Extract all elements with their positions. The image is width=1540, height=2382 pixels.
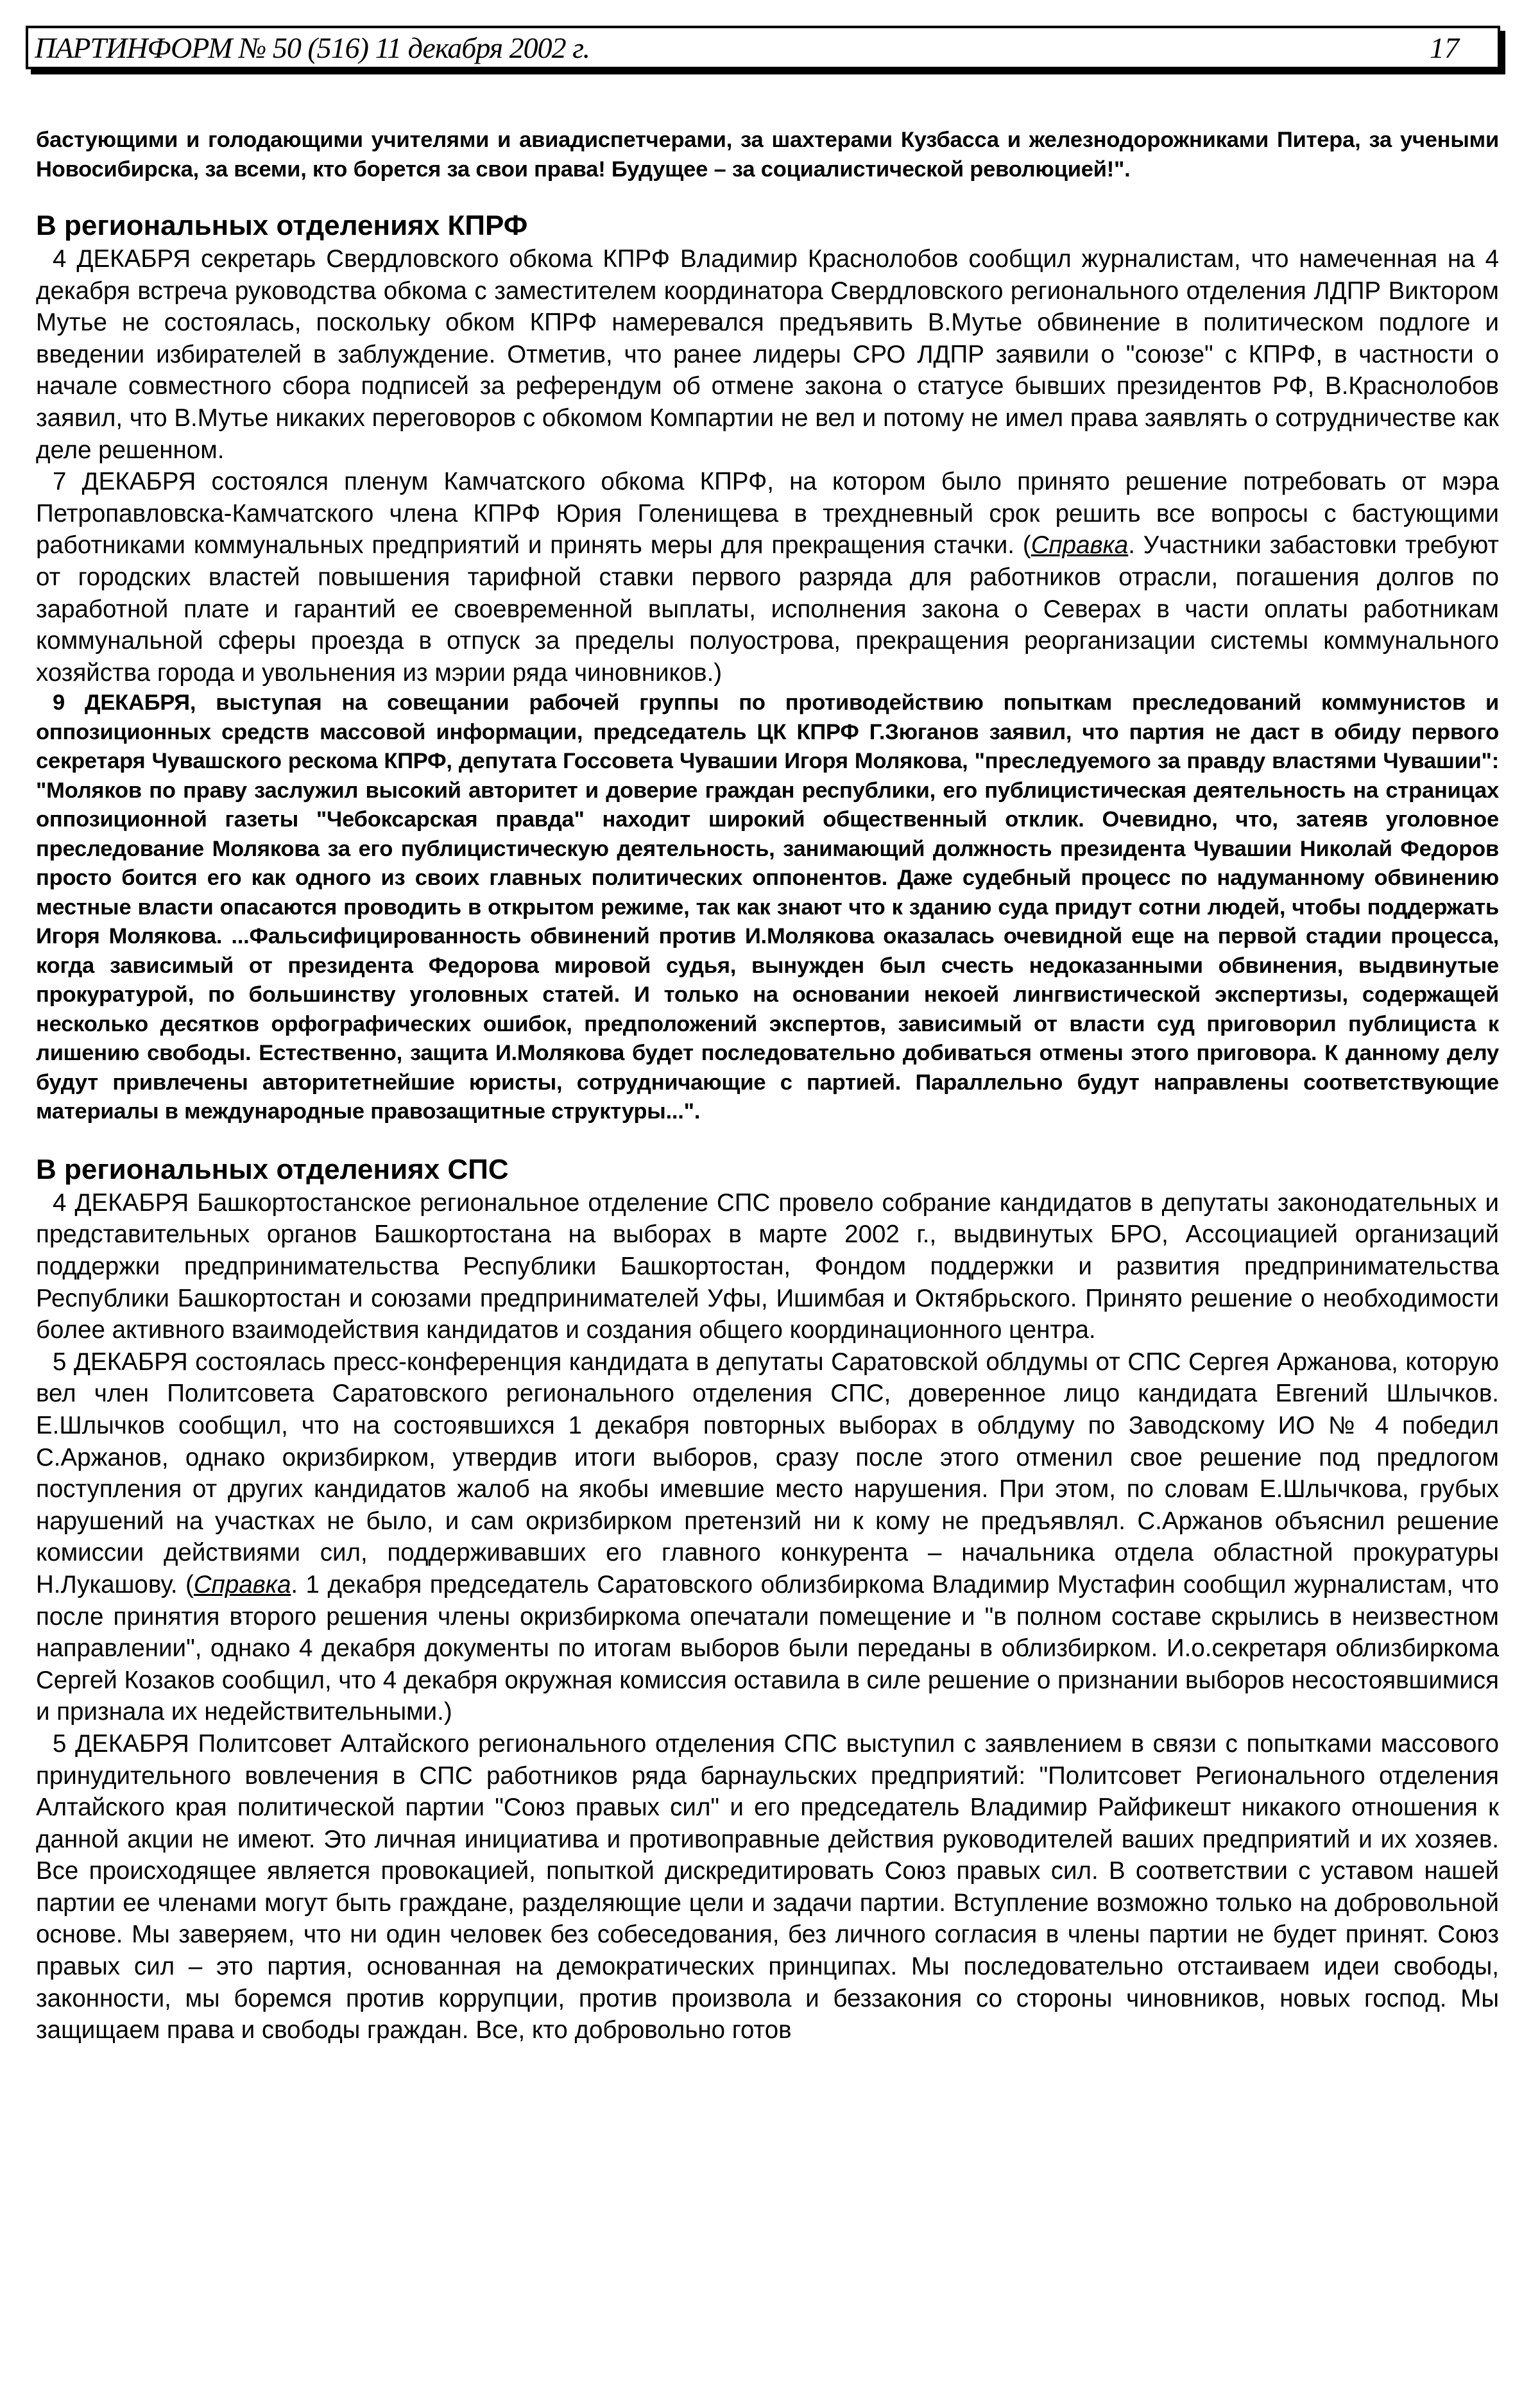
paragraph: 4 ДЕКАБРЯ Башкортостанское региональное отделение СПС провело собрание кандидатов в депутаты законодательных и представительных органов Башкортостана на выборах в марте 2002 г., выдвинутых БРО, Ассоциацией организаций поддержки предпринимательства Республики Башкортостан, Фондом поддержки и развития предпринимательства Республики Башкортостан и союзами предпринимателей Уфы, Ишимбая и Октябрьского. Принято решение о необходимости более активного взаимодействия кандидатов и создания общего координационного центра. <box>36 1188 1499 1344</box>
publication-title: ПАРТИНФОРМ № 50 (516) 11 декабря 2002 г. <box>35 31 590 64</box>
intro-paragraph: бастующими и голодающими учителями и авиадиспетчерами, за шахтерами Кузбасса и железнодорожниками Питера, за учеными Новосибирска, за всеми, кто борется за свои права! Будущее – за социалистической революцией!". <box>36 128 1499 182</box>
page-number: 17 <box>1430 31 1459 64</box>
paragraph <box>36 1346 1499 1728</box>
section-heading: В региональных отделениях СПС <box>36 1153 509 1185</box>
paragraph-text: . Участники забастовки требуют от городских властей повышения тарифной ставки первого разряда для работников отрасли, погашения долгов по заработной плате и гарантий ее своевременной выплаты, исполнения закона о Северах в части оплаты работникам коммунальной сферы проезда в отпуск за пределы полуострова, прекращения реорганизации системы коммунального хозяйства города и увольнения из мэрии ряда чиновников.) <box>36 531 1499 687</box>
section-kprf <box>36 209 1499 1127</box>
paragraph: 9 ДЕКАБРЯ, выступая на совещании рабочей группы по противодействию попыткам преследований коммунистов и оппозиционных средств массовой информации, председатель ЦК КПРФ Г.Зюганов заявил, что партия не даст в обиду первого секретаря Чувашского рескома КПРФ, депутата Госсовета Чувашии Игоря Молякова, "преследуемого за правду властями Чувашии": "Моляков по праву заслужил высокий авторитет и доверие граждан республики, его публицистическая деятельность на страницах оппозиционной газеты "Чебоксарская правда" находит широкий общественный отклик. Очевидно, что, затеяв уголовное преследование Молякова за его публицистическую деятельность, занимающий должность президента Чувашии Николай Федоров просто боится его как одного из своих главных политических оппонентов. Даже судебный процесс по надуманному обвинению местные власти опасаются проводить в открытом режиме, так как знают что к зданию суда придут сотни людей, чтобы поддержать Игоря Молякова. ...Фальсифицированность обвинений против И.Молякова оказалась очевидной еще на первой стадии процесса, когда зависимый от президента Федорова мировой судья, вынужден был счесть недоказанными обвинения, выдвинутые прокуратурой, по большинству уголовных статей. И только на основании некоей лингвистической экспертизы, содержащей несколько десятков орфографических ошибок, предположений экспертов, зависимый от власти суд приговорил публициста к лишению свободы. Естественно, защита И.Молякова будет последовательно добиваться отмены этого приговора. К данному делу будут привлечены авторитетнейшие юристы, сотрудничающие с партией. Параллельно будут направлены соответствующие материалы в международные правозащитные структуры...". <box>36 690 1499 1124</box>
section-sps <box>36 1152 1499 2046</box>
paragraph-text: 5 ДЕКАБРЯ состоялась пресс-конференция кандидата в депутаты Саратовской облдумы от СПС Сергея Аржанова, которую вел член Политсовета Саратовского регионального отделения СПС, доверенное лицо кандидата Евгений Шлычков. Е.Шлычков сообщил, что на состоявшихся 1 декабря повторных выборах в облдуму по Заводскому ИО № 4 победил С.Аржанов, однако окризбирком, утвердив итоги выборов, сразу после этого отменил свое решение под предлогом поступления от других кандидатов жалоб на якобы имевшие место нарушения. При этом, по словам Е.Шлычкова, грубых нарушений на участках не было, и сам окризбирком претензий ни к кому не предъявлял. С.Аржанов объяснил решение комиссии действиями сил, поддерживавших его главного конкурента – начальника отдела областной прокуратуры Н.Лукашову. ( <box>36 1348 1499 1598</box>
paragraph: 4 ДЕКАБРЯ секретарь Свердловского обкома КПРФ Владимир Краснолобов сообщил журналистам, что намеченная на 4 декабря встреча руководства обкома с заместителем координатора Свердловского регионального отделения ЛДПР Виктором Мутье не состоялась, поскольку обком КПРФ намеревался предъявить В.Мутье обвинение в политическом подлоге и введении избирателей в заблуждение. Отметив, что ранее лидеры СРО ЛДПР заявили о "союзе" с КПРФ, в частности о начале совместного сбора подписей за референдум об отмене закона о статусе бывших президентов РФ, В.Краснолобов заявил, что В.Мутье никаких переговоров с обкомом Компартии не вел и потому не имел права заявлять о сотрудничестве как деле решенном. <box>36 245 1499 464</box>
reference-link[interactable]: Справка <box>1031 531 1129 560</box>
paragraph-text: . 1 декабря председатель Саратовского облизбиркома Владимир Мустафин сообщил журналистам, что после принятия второго решения члены окризбиркома опечатали помещение и "в полном составе скрылись в неизвестном направлении", однако 4 декабря документы по итогам выборов были переданы в облизбирком. И.о.секретаря облизбиркома Сергей Козаков сообщил, что 4 декабря окружная комиссия оставила в силе решение о признании выборов несостоявшимися и признала их недействительными.) <box>36 1570 1499 1726</box>
paragraph-text: 7 ДЕКАБРЯ состоялся пленум Камчатского обкома КПРФ, на котором было принято решение потребовать от мэра Петропавловска-Камчатского члена КПРФ Юрия Голенищева в трехдневный срок решить все вопросы с бастующими работниками коммунальных предприятий и принять меры для прекращения стачки. ( <box>36 468 1499 560</box>
article-body <box>36 126 1499 2046</box>
reference-link[interactable]: Справка <box>193 1570 291 1598</box>
paragraph <box>36 466 1499 689</box>
page-header <box>26 26 1500 69</box>
section-heading: В региональных отделениях КПРФ <box>36 210 528 241</box>
paragraph: 5 ДЕКАБРЯ Политсовет Алтайского регионального отделения СПС выступил с заявлением в связи с попытками массового принудительного вовлечения в СПС работников ряда барнаульских предприятий: "Политсовет Регионального отделения Алтайского края политической партии "Союз правых сил" и его председатель Владимир Райфикешт никакого отношения к данной акции не имеют. Это личная инициатива и противоправные действия руководителей ваших предприятий и их хозяев. Все происходящее является провокацией, попыткой дискредитировать Союз правых сил. В соответствии с уставом нашей партии ее членами могут быть граждане, разделяющие цели и задачи партии. Вступление возможно только на добровольной основе. Мы заверяем, что ни один человек без собеседования, без личного согласия в члены партии не будет принят. Союз правых сил – это партия, основанная на демократических принципах. Мы последовательно отстаиваем идеи свободы, законности, мы боремся против коррупции, против произвола и беззакония со стороны чиновников, новых господ. Мы защищаем права и свободы граждан. Все, кто добровольно готов <box>36 1729 1499 2044</box>
